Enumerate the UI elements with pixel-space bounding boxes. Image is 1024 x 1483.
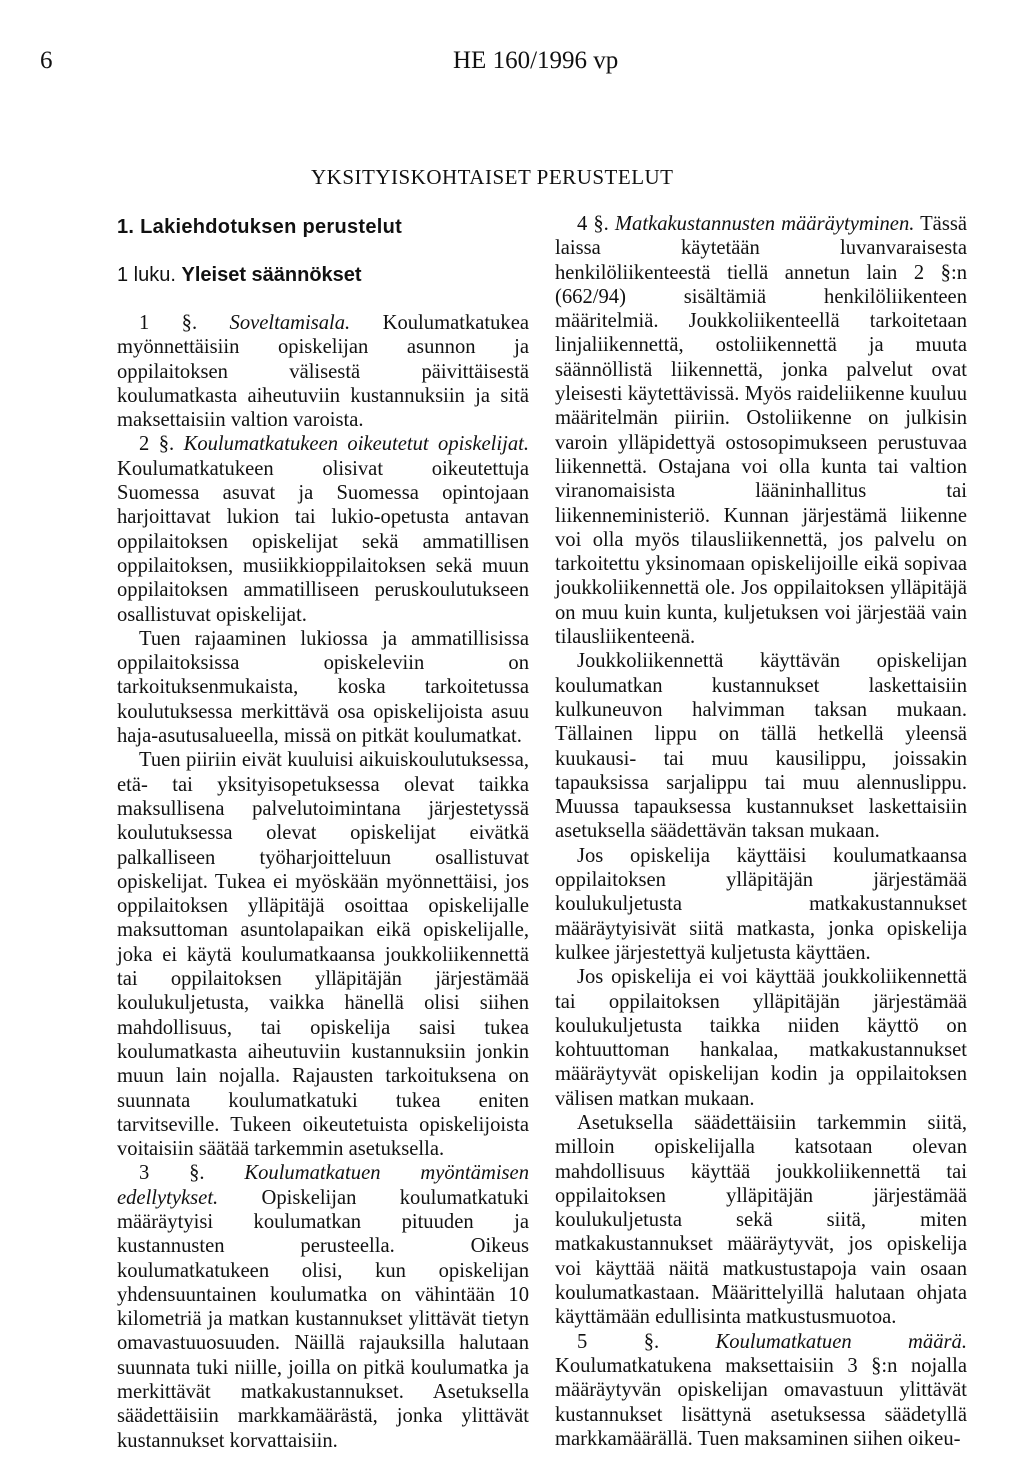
paragraph-text: Opiskelijan koulumatkatuki määräytyisi koulumatkan pituuden ja kustannusten perusteella. Oikeus koulumatkatukeen olisi, kun opiskelijan yhdensuuntainen koulumatka on vähintään 10 kilometriä ja matkan kustannukset ylittävät tietyn omavastuuosuuden. Näillä rajauksilla halutaan suunnata tuki niille, joilla on pitkä koulumatka ja merkittävät matkakustannukset. Asetuksella säädettäisiin markkamäärästä, jonka ylittävät kustannukset korvattaisiin. — [117, 1186, 529, 1452]
paragraph-2 — [117, 432, 529, 626]
page-number: 6 — [40, 47, 53, 74]
paragraph-text: Joukkoliikennettä käyttävän opiskelijan koulumatkan kustannukset laskettaisiin kulkuneuvon halvimman taksan mukaan. Tällainen lippu on tällä hetkellä yleensä kuukausi- tai muu kausilippu, joissakin tapauksissa sarjalippu tai muu alennuslippu. Muussa tapauksessa kustannukset laskettaisiin asetuksella säädettävän taksan mukaan. — [555, 650, 967, 843]
paragraph-text: Jos opiskelija ei voi käyttää joukkoliikennettä tai oppilaitoksen ylläpitäjän järjestämää koulukuljetusta taikka niiden käyttö on kohtuuttoman hankalaa, matkakustannukset määräytyvät opiskelijan kodin ja oppilaitoksen välisen matkan mukaan. — [555, 966, 967, 1110]
chapter-heading: 1. Lakiehdotuksen perustelut — [117, 216, 403, 238]
paragraph-title: Koulumatkatuen myöntämisen edellytykset. — [117, 1162, 529, 1209]
paragraph-text: Koulumatkatukena maksettaisiin 3 §:n nojalla määräytyvän opiskelijan omavastuun ylittävät kustannukset lisättynä asetuksessa säädetyllä markkamäärällä. Tuen maksaminen siihen oikeu- — [555, 1354, 967, 1450]
running-head: HE 160/1996 vp — [453, 47, 619, 74]
paragraph-text: Jos opiskelija käyttäisi koulumatkaansa oppilaitoksen ylläpitäjän järjestämää koulukuljetusta matkakustannukset määräytyisivät siitä matkasta, jonka opiskelija kulkee järjestettyä kuljetusta käyttäen. — [555, 844, 967, 964]
right-column — [555, 212, 967, 1451]
paragraph-text: Koulumatkatukea myönnettäisiin opiskelijan asunnon ja oppilaitoksen välisestä päivittäisestä koulumatkasta aiheutuviin kustannuksiin ja sitä maksettaisiin valtion varoista. — [117, 312, 529, 432]
paragraph-text: Tuen piiriin eivät kuuluisi aikuiskoulutuksessa, etä- tai yksityisopetuksessa olevat taikka maksullisena palvelutoimintana järjestetyssä koulutuksessa olevat opiskelijat eivätkä palkalliseen työharjoitteluun osallistuvat opiskelijat. Tukea ei myöskään myönnettäisi, jos oppilaitoksen ylläpitäjä osoittaa opiskelijalle maksuttoman asuntolapaikan eikä opiskelijalle, joka ei käytä koulumatkaansa joukkoliikennettä tai oppilaitoksen ylläpitäjän järjestämää koulukuljetusta, vaikka hänellä olisi siihen mahdollisuus, tai opiskelija saisi tukea koulumatkasta aiheutuviin kustannuksiin jonkin muun lain nojalla. Rajausten tarkoituksena on suunnata koulumatkatuki tukea eniten tarvitseville. Tukeen oikeutetuista opiskelijoista voitaisiin säätää tarkemmin asetuksella. — [117, 749, 529, 1161]
subchapter-title: Yleiset säännökset — [181, 264, 362, 286]
paragraph-text: Tässä laissa käytetään luvanvaraisesta henkilöliikenteestä tiellä annetun lain 2 §:n (662/94) sisältämiä henkilöliikenteen määritelmiä. Joukkoliikenteellä tarkoitetaan linjaliikennettä, ostoliikennettä ja muuta säännöllistä liikennettä, jonka palvelut ovat yleisesti käytettävissä. Myös raideliikenne kuuluu määritelmän piiriin. Ostoliikenne on julkisin varoin ylläpidettyä ostosopimukseen perustuvaa liikennettä. Ostajana voi olla kunta tai valtion viranomaisista lääninhallitus tai liikenneministeriö. Kunnan järjestämä liikenne voi olla myös tilausliikennettä, jos palvelu on tarkoitettu yksinomaan opiskelijoille eikä sopivaa joukkoliikennettä ole. Jos oppilaitoksen ylläpitäjä on muu kuin kunta, kuljetuksen voi järjestää vain tilausliikenteenä. — [555, 213, 967, 649]
paragraph-lead: 2 §. — [139, 433, 184, 456]
paragraph-title: Koulumatkatuen määrä. — [715, 1330, 967, 1353]
paragraph-9 — [555, 965, 967, 1111]
paragraph-lead: 5 §. — [577, 1330, 716, 1353]
paragraph-title: Koulumatkatukeen oikeutetut opiskelijat. — [183, 433, 529, 456]
paragraph-11 — [555, 1330, 967, 1451]
subchapter-heading — [117, 264, 529, 287]
paragraph-4 — [117, 748, 529, 1161]
paragraph-text: Tuen rajaaminen lukiossa ja ammatillisissa oppilaitoksissa opiskeleviin on tarkoituksenmukaista, koska tarkoitetussa koulutuksessa merkittävä osa opiskelijoista asuu haja-asutusalueella, missä on pitkät koulumatkat. — [117, 627, 529, 748]
paragraph-5 — [117, 1161, 529, 1453]
paragraph-title: Matkakustannusten määräytyminen. — [614, 213, 915, 235]
paragraph-10 — [555, 1111, 967, 1330]
paragraph-6 — [555, 212, 967, 649]
paragraph-lead: 4 §. — [577, 213, 615, 235]
paragraph-title: Soveltamisala. — [229, 312, 351, 334]
paragraph-3 — [117, 627, 529, 748]
section-title: YKSITYISKOHTAISET PERUSTELUT — [311, 165, 674, 189]
paragraph-1 — [117, 311, 529, 432]
subchapter-number: 1 luku. — [117, 264, 176, 286]
paragraph-text: Koulumatkatukeen olisivat oikeutettuja Suomessa asuvat ja Suomessa opintojaan harjoittavat lukion tai lukio-opetusta antavan oppilaitoksen opiskelijat sekä ammatillisen oppilaitoksen, musiikkioppilaitoksen sekä muun oppilaitoksen ammatilliseen peruskoulutukseen osallistuvat opiskelijat. — [117, 457, 529, 626]
paragraph-lead: 1 §. — [139, 312, 230, 334]
paragraph-8 — [555, 844, 967, 965]
left-column — [117, 212, 529, 1453]
paragraph-text: Asetuksella säädettäisiin tarkemmin siitä, milloin opiskelijalla katsotaan olevan mahdollisuus käyttää joukkoliikennettä tai oppilaitoksen ylläpitäjän järjestämää koulukuljetusta sekä siitä, miten matkakustannukset määräytyvät, jos opiskelija voi käyttää näitä matkustustapoja vain osaan koulumatkastaan. Määrittelyillä halutaan ohjata käyttämään edullisinta matkustusmuotoa. — [555, 1111, 967, 1329]
paragraph-lead: 3 §. — [139, 1162, 245, 1185]
paragraph-7 — [555, 649, 967, 843]
